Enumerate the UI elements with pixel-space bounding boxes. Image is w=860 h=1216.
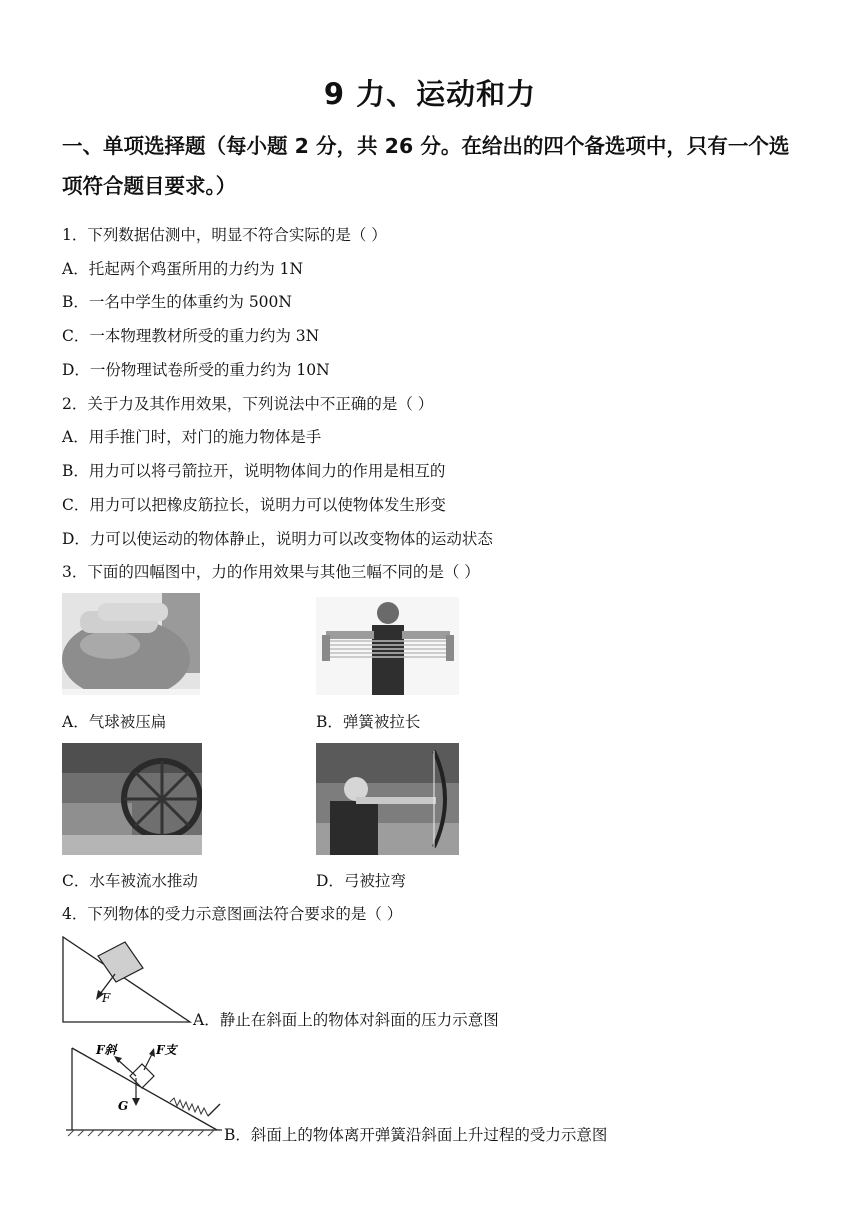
gravity-label: G — [118, 1099, 129, 1113]
q2-option-a: A．用手推门时，对门的施力物体是手 — [62, 428, 322, 446]
spring-stretched-photo — [316, 597, 459, 695]
question-4-stem: 4．下列物体的受力示意图画法符合要求的是（ ） — [62, 905, 403, 923]
section-heading: 一、单项选择题（每小题 2 分，共 26 分。在给出的四个备选项中，只有一个选项符合题目要求。） — [62, 134, 790, 198]
force-slope-label: F斜 — [96, 1043, 117, 1057]
q4-caption-a: A．静止在斜面上的物体对斜面的压力示意图 — [193, 1011, 499, 1029]
q1-option-a: A．托起两个鸡蛋所用的力约为 1N — [62, 260, 304, 278]
force-support-label: F支 — [156, 1043, 177, 1057]
balloon-pressed-photo — [62, 593, 200, 695]
question-2-stem: 2．关于力及其作用效果，下列说法中不正确的是（ ） — [62, 395, 434, 413]
q3-caption-c: C．水车被流水推动 — [62, 872, 198, 890]
archer-photo — [316, 743, 459, 855]
q4-caption-b: B．斜面上的物体离开弹簧沿斜面上升过程的受力示意图 — [224, 1126, 608, 1144]
q3-caption-a: A．气球被压扁 — [62, 713, 167, 731]
q1-option-c: C．一本物理教材所受的重力约为 3N — [62, 327, 320, 345]
q2-option-c: C．用力可以把橡皮筋拉长，说明力可以使物体发生形变 — [62, 496, 446, 514]
question-1-stem: 1．下列数据估测中，明显不符合实际的是（ ） — [62, 226, 387, 244]
incline-pressure-diagram — [60, 934, 195, 1029]
q3-caption-b: B．弹簧被拉长 — [316, 713, 421, 731]
q2-option-b: B．用力可以将弓箭拉开，说明物体间力的作用是相互的 — [62, 462, 446, 480]
force-f-label: F — [102, 991, 111, 1005]
incline-spring-diagram — [62, 1036, 227, 1140]
q1-option-b: B．一名中学生的体重约为 500N — [62, 293, 292, 311]
water-wheel-photo — [62, 743, 202, 855]
page-title: 9 力、运动和力 — [323, 77, 537, 111]
q3-caption-d: D．弓被拉弯 — [316, 872, 406, 890]
q1-option-d: D．一份物理试卷所受的重力约为 10N — [62, 361, 330, 379]
q2-option-d: D．力可以使运动的物体静止，说明力可以改变物体的运动状态 — [62, 530, 493, 548]
question-3-stem: 3．下面的四幅图中，力的作用效果与其他三幅不同的是（ ） — [62, 563, 480, 581]
